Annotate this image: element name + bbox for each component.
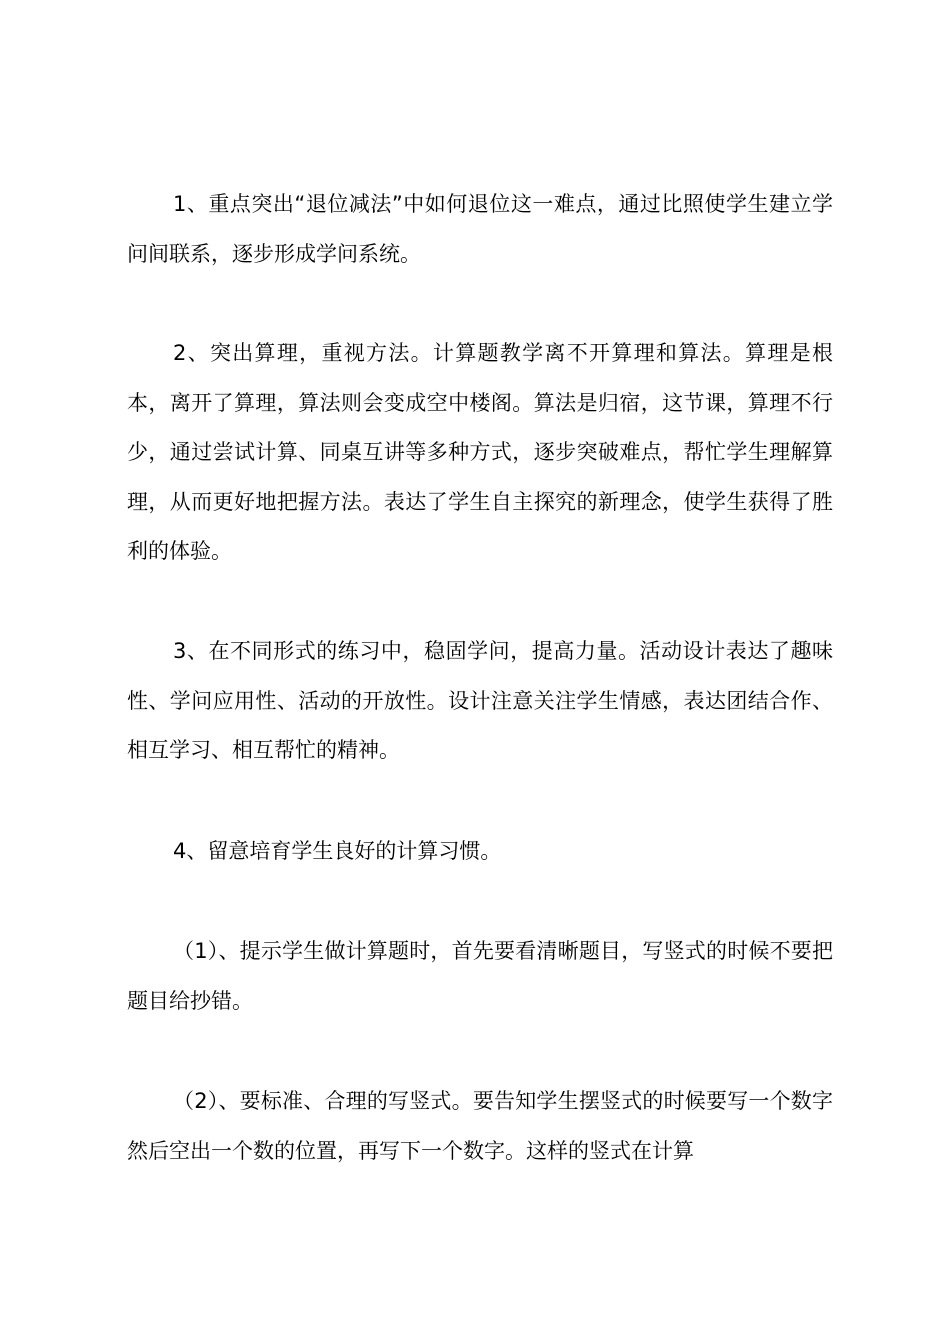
- paragraph-5: （1）、提示学生做计算题时，首先要看清晰题目，写竖式的时候不要把题目给抄错。: [127, 939, 833, 1013]
- paragraph-1: 1、重点突出“退位减法”中如何退位这一难点，通过比照使学生建立学问间联系，逐步形成学问系统。: [127, 192, 833, 266]
- paragraph-3: 3、在不同形式的练习中，稳固学问，提高力量。活动设计表达了趣味性、学问应用性、活动的开放性。设计注意关注学生情感，表达团结合作、相互学习、相互帮忙的精神。: [127, 639, 833, 762]
- paragraph-4: 4、留意培育学生良好的计算习惯。: [173, 839, 502, 863]
- paragraph-6: （2）、要标准、合理的写竖式。要告知学生摆竖式的时候要写一个数字然后空出一个数的位置，再写下一个数字。这样的竖式在计算: [127, 1089, 833, 1163]
- paragraph-2: 2、突出算理，重视方法。计算题教学离不开算理和算法。算理是根本，离开了算理，算法则会变成空中楼阁。算法是归宿，这节课，算理不行少，通过尝试计算、同桌互讲等多种方式，逐步突破难点，帮忙学生理解算理，从而更好地把握方法。表达了学生自主探究的新理念，使学生获得了胜利的体验。: [127, 341, 833, 563]
